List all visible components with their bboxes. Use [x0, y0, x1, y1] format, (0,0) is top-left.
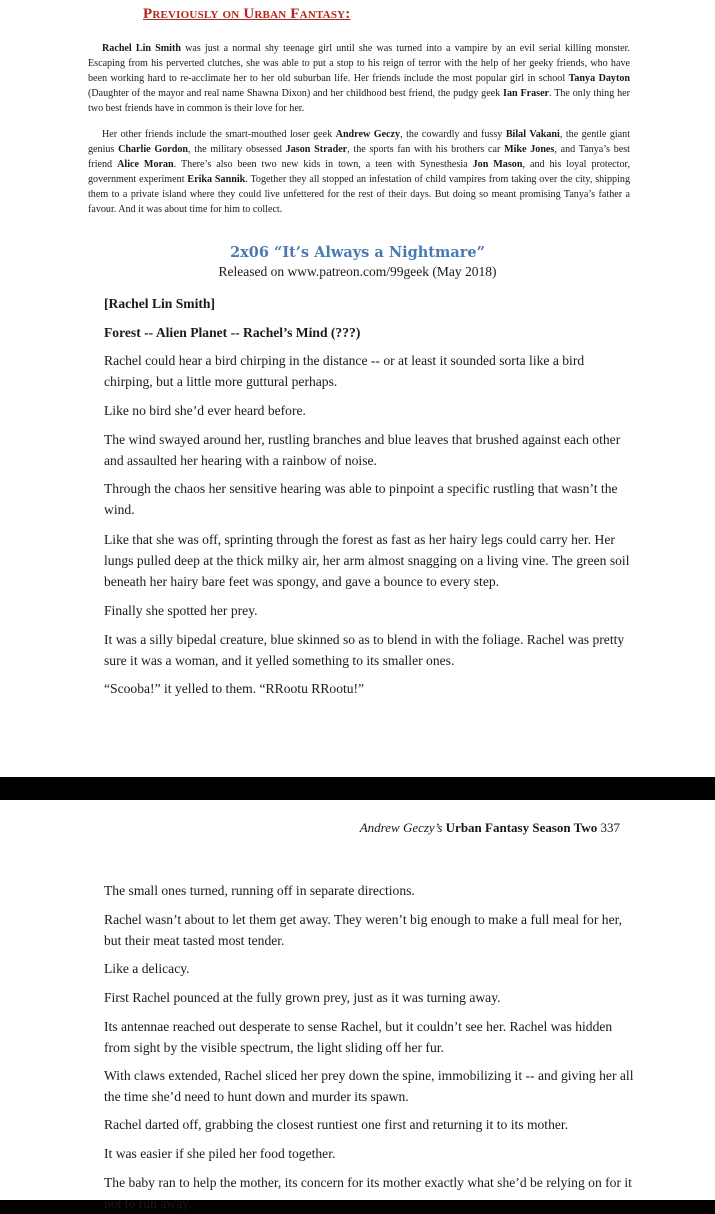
character-name: Erika Sannik	[187, 174, 246, 185]
running-head-book: Urban Fantasy Season Two	[445, 820, 598, 835]
story-paragraph: The baby ran to help the mother, its concern for its mother exactly what she’d be relying on for it not to run away.	[104, 1175, 632, 1211]
story-paragraph: Rachel wasn’t about to let them get away. They weren’t big enough to make a full meal for her, but their meat tasted most tender.	[104, 912, 622, 948]
story-paragraph: With claws extended, Rachel sliced her prey down the spine, immobilizing it -- and giving her all the time she’d need to hunt down and murder its spawn.	[104, 1068, 634, 1104]
story-paragraph: Through the chaos her sensitive hearing was able to pinpoint a specific rustling that wasn’t the wind.	[104, 481, 618, 517]
recap-text: , and his loyal protector, government experiment	[88, 159, 630, 185]
recap-text: Her other friends include the smart-mouthed loser geek	[102, 129, 336, 140]
running-head	[360, 820, 620, 836]
character-name: Rachel Lin Smith	[102, 43, 181, 54]
recap-text: , the sports fan with his brothers car	[347, 144, 505, 155]
scene-header: Forest -- Alien Planet -- Rachel’s Mind (???)	[104, 325, 361, 340]
character-name: Bilal Vakani	[505, 129, 560, 140]
story-paragraph: First Rachel pounced at the fully grown prey, just as it was turning away.	[104, 990, 501, 1005]
story-paragraph: Its antennae reached out desperate to sense Rachel, but it couldn’t see her. Rachel was hidden from sight by the visible spectrum, the light sliding off her fur.	[104, 1019, 613, 1055]
story-paragraph: Rachel darted off, grabbing the closest runtiest one first and returning it to its mother.	[104, 1117, 569, 1132]
release-line: Released on www.patreon.com/99geek (May 2018)	[218, 264, 497, 279]
recap-text: , and Tanya’s best friend	[88, 144, 630, 170]
story-paragraph: Like no bird she’d ever heard before.	[104, 403, 306, 418]
character-name: Charlie Gordon	[118, 144, 189, 155]
recap-paragraph-1	[88, 41, 630, 116]
recap-text: was just a normal shy teenage girl until she was turned into a vampire by an evil serial killing monster. Escaping from his perverted clutches, she was able to put a stop to his reign of terror with the help of her geeky friends, who have been working hard to re-acclimate her to her old suburban life. Her friends include the most popular girl in school	[88, 43, 630, 84]
recap-paragraph-2	[88, 127, 630, 217]
previously-heading: Previously on Urban Fantasy:	[143, 6, 351, 22]
story-paragraph: It was a silly bipedal creature, blue skinned so as to blend in with the foliage. Rachel was pretty sure it was a woman, and it yelled something to its smaller ones.	[104, 632, 625, 668]
character-name: Ian Fraser	[503, 88, 550, 99]
story-paragraph: The small ones turned, running off in separate directions.	[104, 883, 415, 898]
page-number: 337	[600, 820, 620, 835]
recap-text: , the military obsessed	[188, 144, 286, 155]
story-paragraph: Rachel could hear a bird chirping in the distance -- or at least it sounded sorta like a bird chirping, but a little more guttural perhaps.	[104, 353, 585, 389]
story-paragraph: It was easier if she piled her food together.	[104, 1146, 336, 1161]
character-name: Jason Strader	[285, 144, 348, 155]
story-paragraph: The wind swayed around her, rustling branches and blue leaves that brushed against each other and assaulted her hearing with a rainbow of noise.	[104, 432, 621, 468]
character-name: Tanya Dayton	[568, 73, 630, 84]
recap-text: , the cowardly and fussy	[400, 129, 506, 140]
recap-text: . There’s also been two new kids in town, a teen with Synesthesia	[173, 159, 473, 170]
character-name: Alice Moran	[117, 159, 174, 170]
episode-title: 2x06 “It’s Always a Nightmare”	[230, 244, 485, 261]
pov-header: [Rachel Lin Smith]	[104, 296, 216, 311]
character-name: Mike Jones	[504, 144, 555, 155]
recap-text: , the gentle giant genius	[88, 129, 630, 155]
running-head-author: Andrew Geczy’s	[359, 820, 443, 835]
story-paragraph: Like that she was off, sprinting through the forest as fast as her hairy legs could carry her. Her lungs pulled deep at the thick milky air, her arm almost snagging on a living vine. The green soil beneath her hairy bare feet was spongy, and gave a bounce to every step.	[104, 532, 630, 589]
character-name: Jon Mason	[472, 159, 523, 170]
book-page-bottom	[0, 800, 715, 1211]
story-paragraph: “Scooba!” it yelled to them. “RRootu RRootu!”	[104, 681, 365, 696]
recap-text: . Together they all stopped an infestation of child vampires from taking over the city, shipping them to a private island where they could live unfettered for the rest of their days. But doing so meant promising Tanya’s father a favour. And it was about time for him to collect.	[88, 174, 630, 215]
story-paragraph: Finally she spotted her prey.	[104, 603, 258, 618]
story-paragraph: Like a delicacy.	[104, 961, 190, 976]
recap-text: . The only thing her two best friends have in common is their love for her.	[88, 88, 630, 114]
recap-text: (Daughter of the mayor and real name Shawna Dixon) and her childhood best friend, the pudgy geek	[88, 88, 504, 99]
character-name: Andrew Geczy	[335, 129, 401, 140]
